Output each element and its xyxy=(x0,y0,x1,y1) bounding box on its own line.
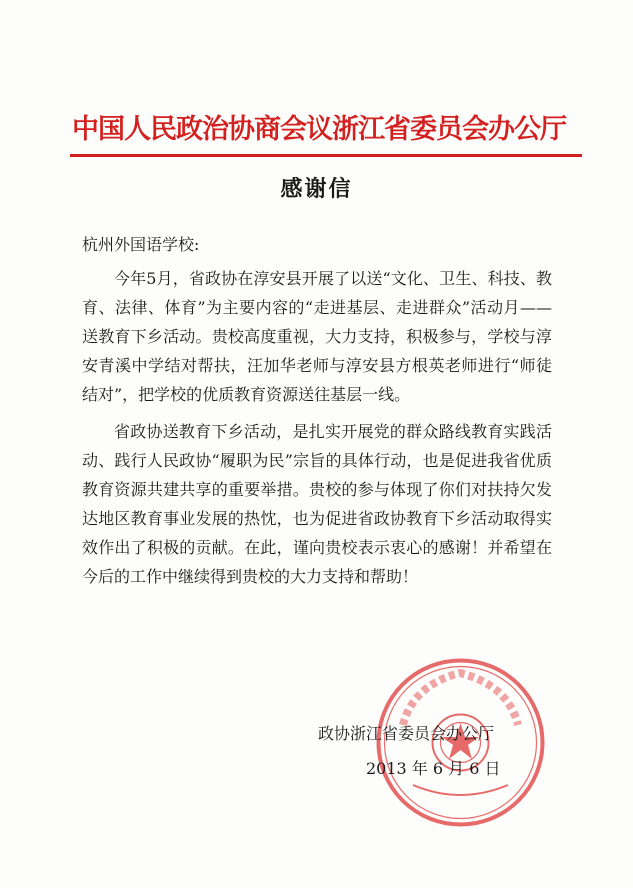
letter-title: 感谢信 xyxy=(280,176,353,202)
letter-paragraph: 今年5月，省政协在淳安县开展了以送“文化、卫生、科技、教育、法律、体育”为主要内容的“走进基层、走进群众”活动月——送教育下乡活动。贵校高度重视，大力支持，积极参与，学校与淳安青溪中学结对帮扶，汪加华老师与淳安县方根英老师进行“师徒结对”，把学校的优质教育资源送往基层一线。 xyxy=(82,269,552,404)
signature-date: 2013 年 6 月 6 日 xyxy=(366,759,501,778)
letter-body xyxy=(82,264,552,599)
letter-salutation: 杭州外国语学校: xyxy=(82,235,200,254)
letterhead-org-name: 中国人民政治协商会议浙江省委员会办公厅 xyxy=(72,114,566,145)
signature-org: 政协浙江省委员会办公厅 xyxy=(318,724,495,743)
letterhead-rule xyxy=(70,154,582,157)
letter-paragraph: 省政协送教育下乡活动，是扎实开展党的群众路线教育实践活动、践行人民政协“履职为民”宗旨的具体行动，也是促进我省优质教育资源共建共享的重要举措。贵校的参与体现了你们对扶持欠发达地区教育事业发展的热忱，也为促进省政协教育下乡活动取得实效作出了积极的贡献。在此，谨向贵校表示衷心的感谢！并希望在今后的工作中继续得到贵校的大力支持和帮助！ xyxy=(82,422,552,586)
